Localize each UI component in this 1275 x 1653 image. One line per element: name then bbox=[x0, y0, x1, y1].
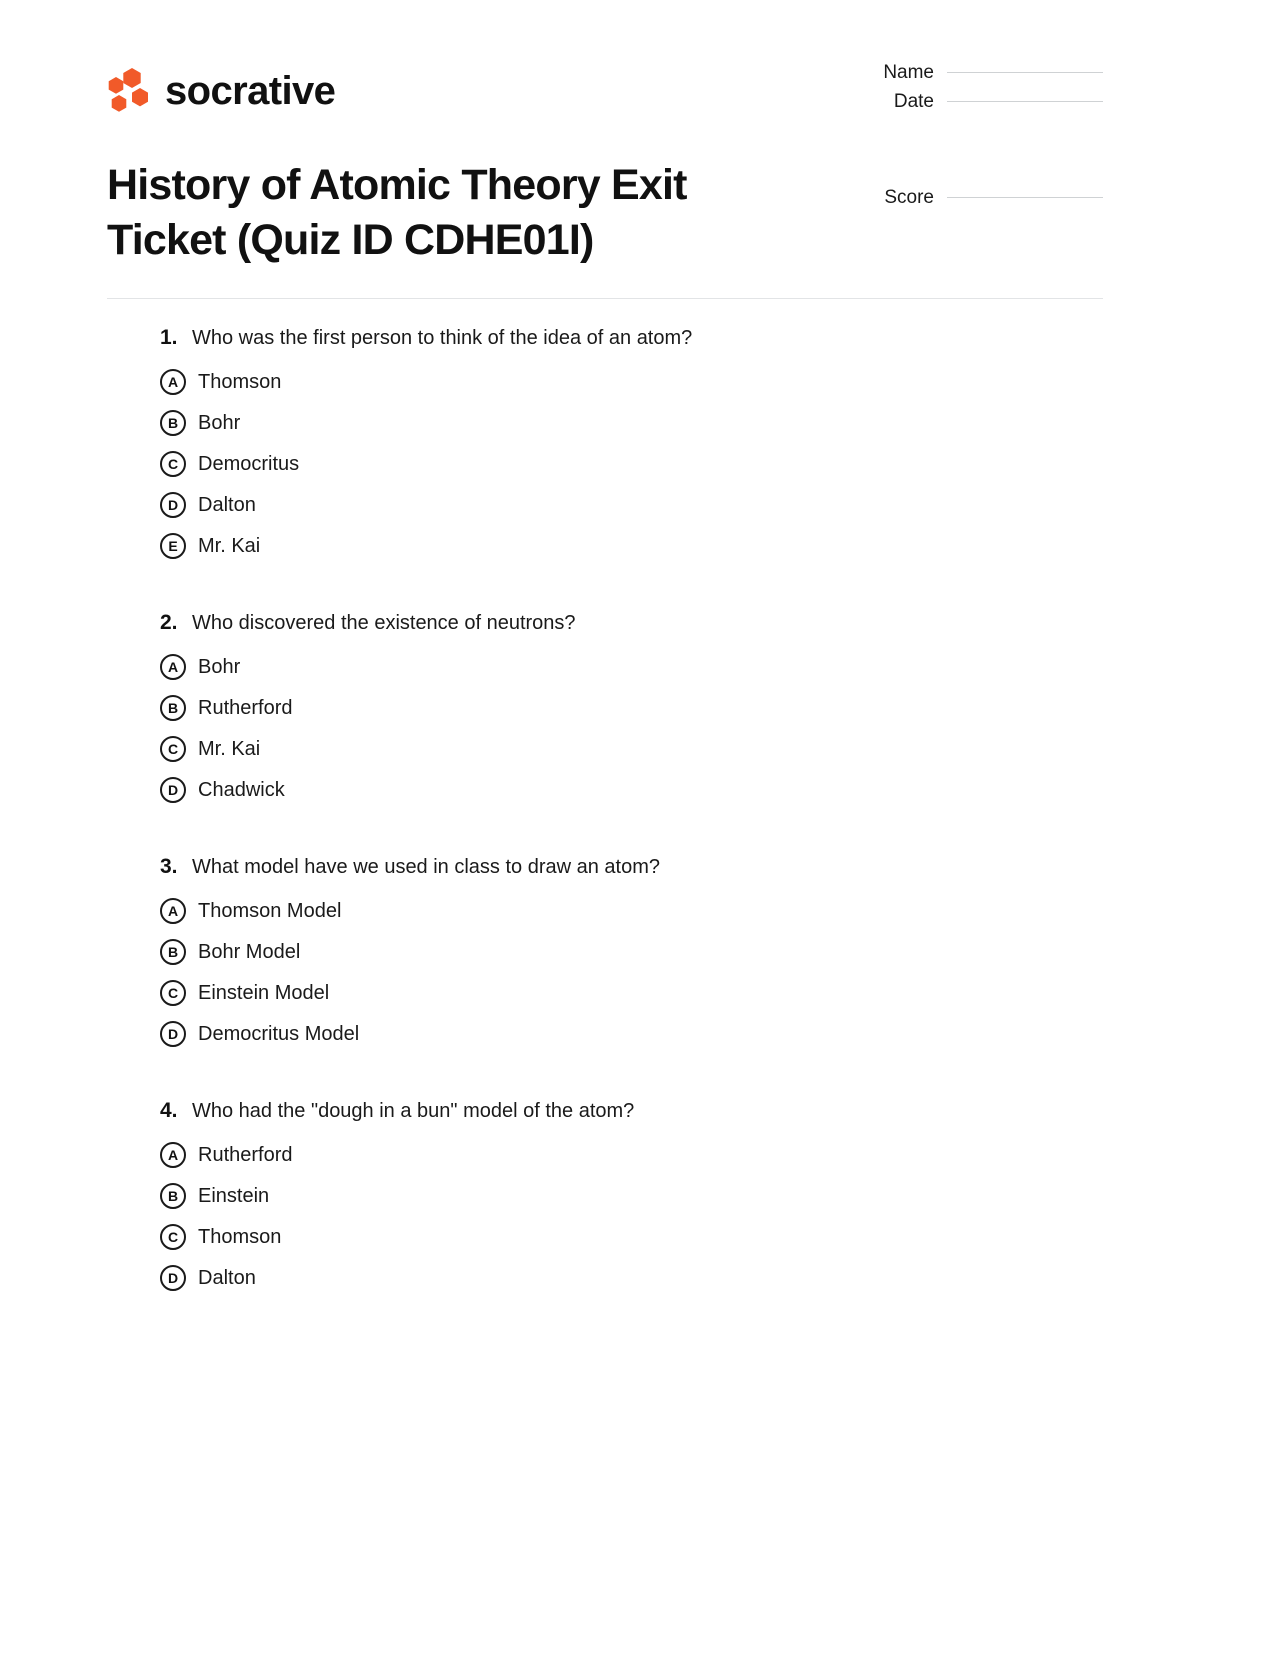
question-block bbox=[107, 325, 1103, 566]
answer-choice-label: Bohr bbox=[198, 411, 241, 434]
question-header bbox=[107, 610, 1103, 636]
answer-bubble-icon[interactable]: C bbox=[160, 980, 186, 1006]
question-number: 1. bbox=[160, 326, 178, 349]
answer-bubble-icon[interactable]: B bbox=[160, 695, 186, 721]
answer-choice-label: Chadwick bbox=[198, 778, 285, 801]
student-meta-fields bbox=[803, 58, 1103, 212]
name-field-label: Name bbox=[883, 61, 934, 83]
score-field-label: Score bbox=[884, 186, 934, 208]
name-field-row bbox=[803, 58, 1103, 87]
answer-bubble-icon[interactable]: C bbox=[160, 736, 186, 762]
answer-choice[interactable] bbox=[107, 931, 1103, 972]
page-title: History of Atomic Theory Exit Ticket (Quiz ID CDHE01I) bbox=[107, 161, 687, 265]
answer-bubble-icon[interactable]: B bbox=[160, 410, 186, 436]
answer-choice[interactable] bbox=[107, 1134, 1103, 1175]
score-field-line[interactable] bbox=[947, 196, 1103, 198]
question-number: 4. bbox=[160, 1099, 178, 1122]
question-header bbox=[107, 854, 1103, 880]
answer-bubble-icon[interactable]: E bbox=[160, 533, 186, 559]
brand-name: socrative bbox=[165, 69, 336, 113]
answer-choice[interactable] bbox=[107, 687, 1103, 728]
answer-choice[interactable] bbox=[107, 890, 1103, 931]
answer-choice[interactable] bbox=[107, 484, 1103, 525]
name-field-line[interactable] bbox=[947, 71, 1103, 73]
answer-choice-label: Einstein Model bbox=[198, 981, 330, 1004]
answer-bubble-icon[interactable]: C bbox=[160, 1224, 186, 1250]
question-text: What model have we used in class to draw an atom? bbox=[192, 856, 661, 878]
question-block bbox=[107, 1098, 1103, 1298]
answer-bubble-icon[interactable]: C bbox=[160, 451, 186, 477]
answer-bubble-icon[interactable]: B bbox=[160, 939, 186, 965]
answer-choice-label: Mr. Kai bbox=[198, 534, 261, 557]
answer-bubble-icon[interactable]: D bbox=[160, 1265, 186, 1291]
answer-bubble-icon[interactable]: D bbox=[160, 777, 186, 803]
date-field-row bbox=[803, 87, 1103, 116]
answer-bubble-icon[interactable]: A bbox=[160, 898, 186, 924]
answer-choice-label: Thomson Model bbox=[198, 899, 342, 922]
answer-choice[interactable] bbox=[107, 361, 1103, 402]
question-text: Who was the first person to think of the idea of an atom? bbox=[192, 327, 693, 349]
question-text: Who had the "dough in a bun" model of the atom? bbox=[192, 1100, 635, 1122]
answer-choice[interactable] bbox=[107, 728, 1103, 769]
answer-choice[interactable] bbox=[107, 769, 1103, 810]
answer-choice-label: Bohr bbox=[198, 655, 241, 678]
answer-bubble-icon[interactable]: A bbox=[160, 1142, 186, 1168]
answer-choice-label: Rutherford bbox=[198, 1143, 293, 1166]
answer-bubble-icon[interactable]: D bbox=[160, 492, 186, 518]
answer-choice[interactable] bbox=[107, 525, 1103, 566]
answer-choice-label: Democritus bbox=[198, 452, 300, 475]
answer-choice-label: Einstein bbox=[198, 1184, 270, 1207]
page-header bbox=[107, 58, 1103, 265]
brand-lockup bbox=[107, 68, 335, 114]
date-field-line[interactable] bbox=[947, 100, 1103, 102]
answer-bubble-icon[interactable]: A bbox=[160, 654, 186, 680]
answer-choice[interactable] bbox=[107, 646, 1103, 687]
question-number: 3. bbox=[160, 855, 178, 878]
answer-choice[interactable] bbox=[107, 1175, 1103, 1216]
answer-choice[interactable] bbox=[107, 1216, 1103, 1257]
question-block bbox=[107, 854, 1103, 1054]
question-number: 2. bbox=[160, 611, 178, 634]
answer-choice-label: Dalton bbox=[198, 1266, 256, 1289]
question-list bbox=[107, 325, 1103, 1342]
score-field-row bbox=[803, 183, 1103, 212]
answer-bubble-icon[interactable]: B bbox=[160, 1183, 186, 1209]
answer-choice[interactable] bbox=[107, 972, 1103, 1013]
question-block bbox=[107, 610, 1103, 810]
socrative-hexagon-logo-icon bbox=[107, 68, 151, 114]
question-text: Who discovered the existence of neutrons? bbox=[192, 612, 576, 634]
question-header bbox=[107, 1098, 1103, 1124]
answer-choice-label: Rutherford bbox=[198, 696, 293, 719]
answer-choice-label: Democritus Model bbox=[198, 1022, 360, 1045]
question-header bbox=[107, 325, 1103, 351]
answer-choice[interactable] bbox=[107, 402, 1103, 443]
answer-choice-label: Mr. Kai bbox=[198, 737, 261, 760]
answer-choice-label: Thomson bbox=[198, 370, 282, 393]
answer-choice-label: Thomson bbox=[198, 1225, 282, 1248]
answer-choice[interactable] bbox=[107, 1257, 1103, 1298]
answer-choice-label: Bohr Model bbox=[198, 940, 301, 963]
answer-bubble-icon[interactable]: D bbox=[160, 1021, 186, 1047]
answer-choice[interactable] bbox=[107, 1013, 1103, 1054]
answer-choice-label: Dalton bbox=[198, 493, 256, 516]
date-field-label: Date bbox=[893, 90, 934, 112]
answer-choice[interactable] bbox=[107, 443, 1103, 484]
answer-bubble-icon[interactable]: A bbox=[160, 369, 186, 395]
header-divider bbox=[107, 298, 1103, 299]
